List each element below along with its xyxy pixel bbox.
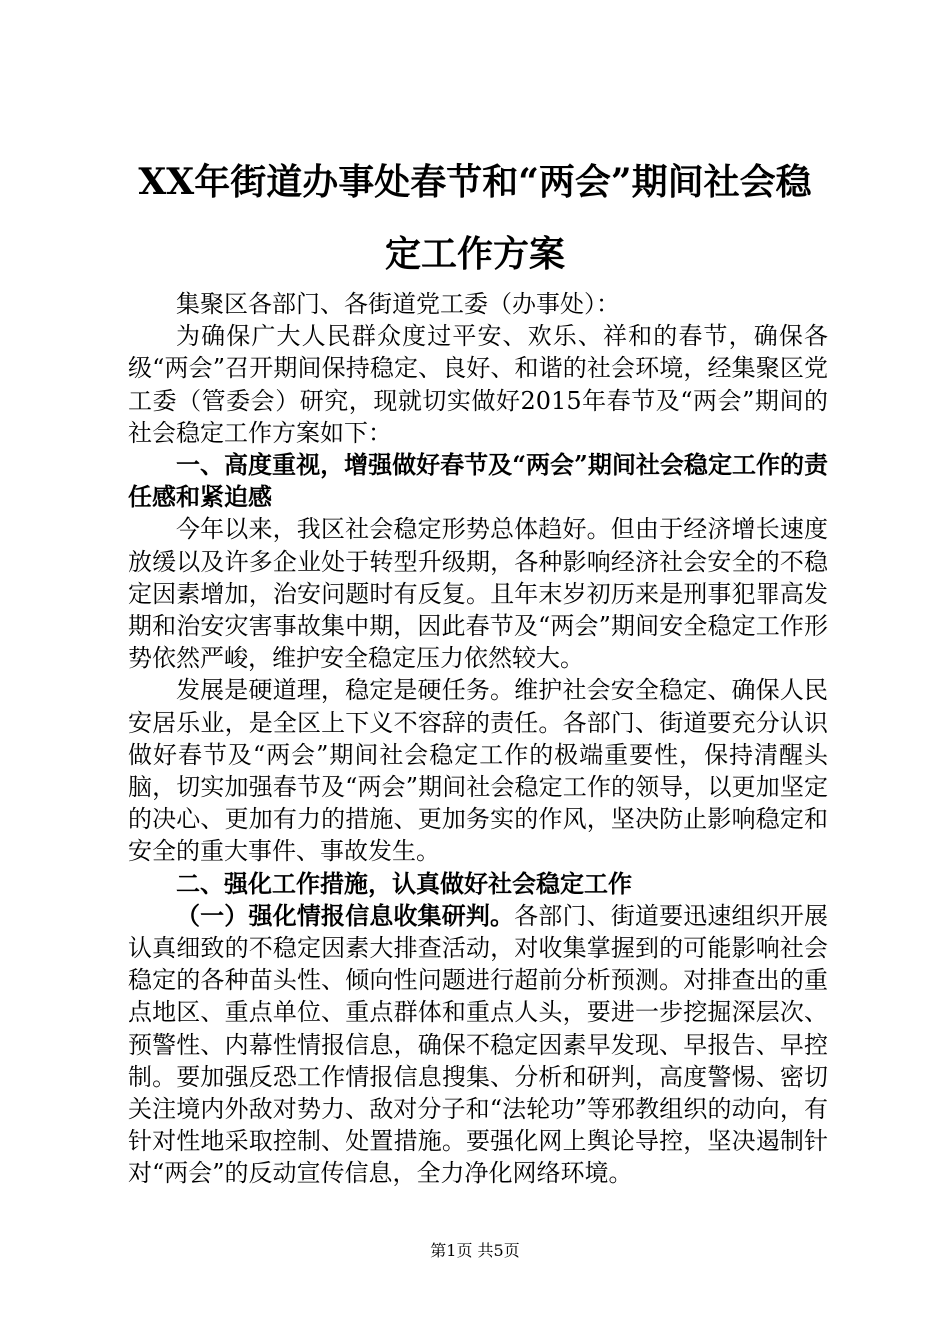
subsection-paragraph-1 [128, 900, 828, 1190]
page-number-footer: 第1页 共5页 [430, 1241, 520, 1260]
section-heading-1: 一、高度重视，增强做好春节及“两会”期间社会稳定工作的责任感和紧迫感 [128, 450, 828, 512]
intro-paragraph: 为确保广大人民群众度过平安、欢乐、祥和的春节，确保各级“两会”召开期间保持稳定、良好、和谐的社会环境，经集聚区党工委（管委会）研究，现就切实做好2015年春节及“两会”期间的社会稳定工作方案如下： [128, 322, 828, 447]
document-title-line-1: XX年街道办事处春节和“两会”期间社会稳 [138, 161, 812, 203]
section-heading-2: 二、强化工作措施，认真做好社会稳定工作 [176, 868, 632, 898]
body-paragraph-2: 发展是硬道理，稳定是硬任务。维护社会安全稳定、确保人民安居乐业，是全区上下义不容辞的责任。各部门、街道要充分认识做好春节及“两会”期间社会稳定工作的极端重要性，保持清醒头脑，切实加强春节及“两会”期间社会稳定工作的领导，以更加坚定的决心、更加有力的措施、更加务实的作风，坚决防止影响稳定和安全的重大事件、事故发生。 [128, 676, 828, 866]
document-title-line-2: 定工作方案 [384, 233, 565, 275]
subsection-text-1: 各部门、街道要迅速组织开展认真细致的不稳定因素大排查活动，对收集掌握到的可能影响社会稳定的各种苗头性、倾向性问题进行超前分析预测。对排查出的重点地区、重点单位、重点群体和重点人头，要进一步挖掘深层次、预警性、内幕性情报信息，确保不稳定因素早发现、早报告、早控制。要加强反恐工作情报信息搜集、分析和研判，高度警惕、密切关注境内外敌对势力、敌对分子和“法轮功”等邪教组织的动向，有针对性地采取控制、处置措施。要强化网上舆论导控，坚决遏制针对“两会”的反动宣传信息，全力净化网络环境。 [128, 901, 829, 1188]
salutation: 集聚区各部门、各街道党工委（办事处）： [176, 290, 620, 318]
document-body [128, 288, 828, 1190]
subsection-lead-1: （一）强化情报信息收集研判。 [176, 900, 515, 930]
body-paragraph-1: 今年以来，我区社会稳定形势总体趋好。但由于经济增长速度放缓以及许多企业处于转型升级期，各种影响经济社会安全的不稳定因素增加，治安问题时有反复。且年末岁初历来是刑事犯罪高发期和治安灾害事故集中期，因此春节及“两会”期间安全稳定工作形势依然严峻，维护安全稳定压力依然较大。 [128, 515, 828, 673]
